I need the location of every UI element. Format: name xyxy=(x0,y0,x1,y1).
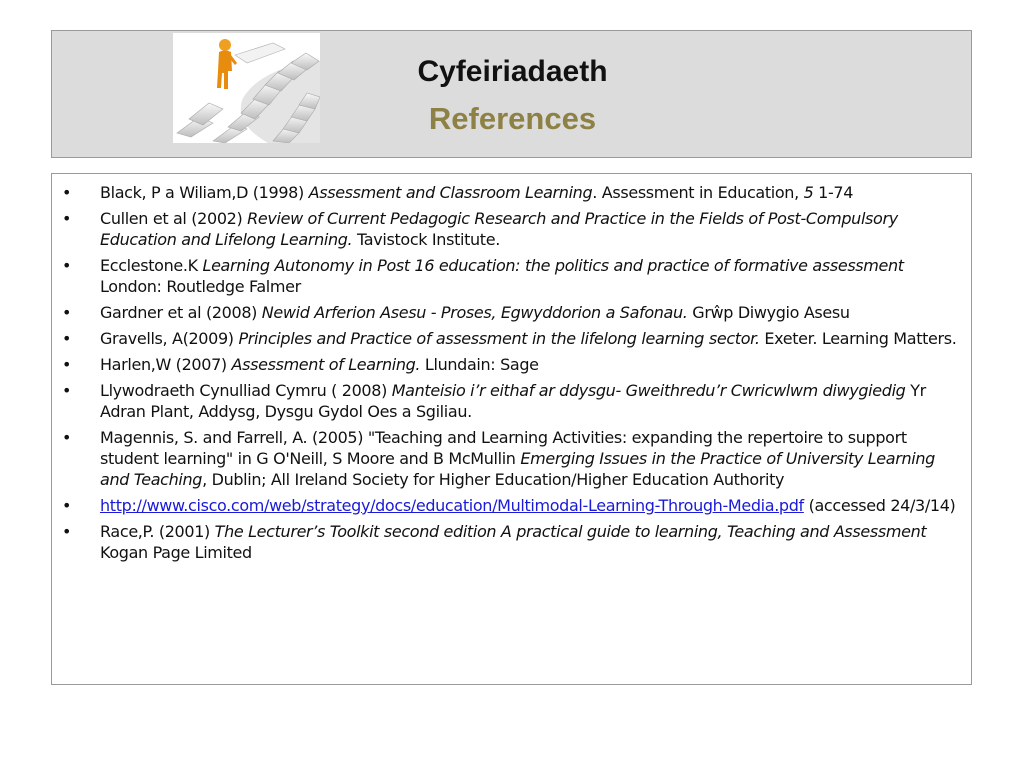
reference-item xyxy=(62,380,961,422)
reference-text: Magennis, S. and Farrell, A. (2005) "Teaching and Learning Activities: expanding the repertoire to support student learning" in G O'Neill, S Moore and B McMullin xyxy=(100,428,907,468)
reference-title: Principles and Practice of assessment in the lifelong learning sector. xyxy=(238,329,760,348)
bullet-icon: • xyxy=(62,209,72,228)
reference-text: Kogan Page Limited xyxy=(100,543,252,562)
reference-text: Grŵp Diwygio Asesu xyxy=(687,303,850,322)
reference-title: Review of Current Pedagogic Research and Practice in the Fields of Post-Compulsory Education and Lifelong Learning. xyxy=(100,209,898,249)
reference-text: Ecclestone.K xyxy=(100,256,203,275)
reference-text: (accessed 24/3/14) xyxy=(803,496,956,515)
reference-text: , Dublin; All Ireland Society for Higher Education/Higher Education Authority xyxy=(202,470,785,489)
reference-text: Llywodraeth Cynulliad Cymru ( 2008) xyxy=(100,381,392,400)
bullet-icon: • xyxy=(62,329,72,348)
title-banner xyxy=(51,30,972,158)
bullet-icon: • xyxy=(62,522,72,541)
reference-text: Black, P a Wiliam,D (1998) xyxy=(100,183,309,202)
reference-text: Yr Adran Plant, Addysg, Dysgu Gydol Oes a Sgiliau. xyxy=(100,381,926,421)
page-subtitle: References xyxy=(428,101,597,136)
reference-text: Harlen,W (2007) xyxy=(100,355,232,374)
bullet-icon: • xyxy=(62,256,72,275)
reference-text: 1-74 xyxy=(813,183,854,202)
bullet-icon: • xyxy=(62,381,72,400)
reference-text: London: Routledge Falmer xyxy=(100,277,301,296)
reference-title: Newid Arferion Asesu - Proses, Egwyddorion a Safonau. xyxy=(261,303,688,322)
reference-text: Exeter. Learning Matters. xyxy=(759,329,957,348)
reference-text: Gardner et al (2008) xyxy=(100,303,262,322)
reference-text: . Assessment in Education, xyxy=(592,183,804,202)
reference-item xyxy=(62,182,961,203)
reference-text: Cullen et al (2002) xyxy=(100,209,248,228)
reference-item xyxy=(62,255,961,297)
bullet-icon: • xyxy=(62,183,72,202)
bullet-icon: • xyxy=(62,496,72,515)
reference-text: Llundain: Sage xyxy=(420,355,539,374)
bullet-icon: • xyxy=(62,303,72,322)
reference-link[interactable]: http://www.cisco.com/web/strategy/docs/education/Multimodal-Learning-Through-Media.pdf xyxy=(100,496,804,515)
reference-item xyxy=(62,427,961,490)
references-list xyxy=(52,174,971,563)
reference-title: Assessment and Classroom Learning xyxy=(308,183,593,202)
reference-item xyxy=(62,208,961,250)
page-title: Cyfeiriadaeth xyxy=(417,55,608,88)
reference-title: Learning Autonomy in Post 16 education: the politics and practice of formative assessment xyxy=(202,256,904,275)
reference-text: Race,P. (2001) xyxy=(100,522,215,541)
reference-text: Tavistock Institute. xyxy=(352,230,500,249)
reference-title: 5 xyxy=(803,183,814,202)
reference-item xyxy=(62,302,961,323)
bullet-icon: • xyxy=(62,355,72,374)
bullet-icon: • xyxy=(62,428,72,447)
reference-item xyxy=(62,354,961,375)
reference-item xyxy=(62,521,961,563)
references-box xyxy=(51,173,972,685)
reference-title: The Lecturer’s Toolkit second edition A practical guide to learning, Teaching and Assessment xyxy=(214,522,927,541)
reference-item xyxy=(62,328,961,349)
reference-item xyxy=(62,495,961,516)
reference-title: Emerging Issues in the Practice of University Learning and Teaching xyxy=(100,449,935,489)
reference-title: Manteisio i’r eithaf ar ddysgu- Gweithredu’r Cwricwlwm diwygiedig xyxy=(391,381,906,400)
reference-text: Gravells, A(2009) xyxy=(100,329,239,348)
reference-title: Assessment of Learning. xyxy=(231,355,421,374)
